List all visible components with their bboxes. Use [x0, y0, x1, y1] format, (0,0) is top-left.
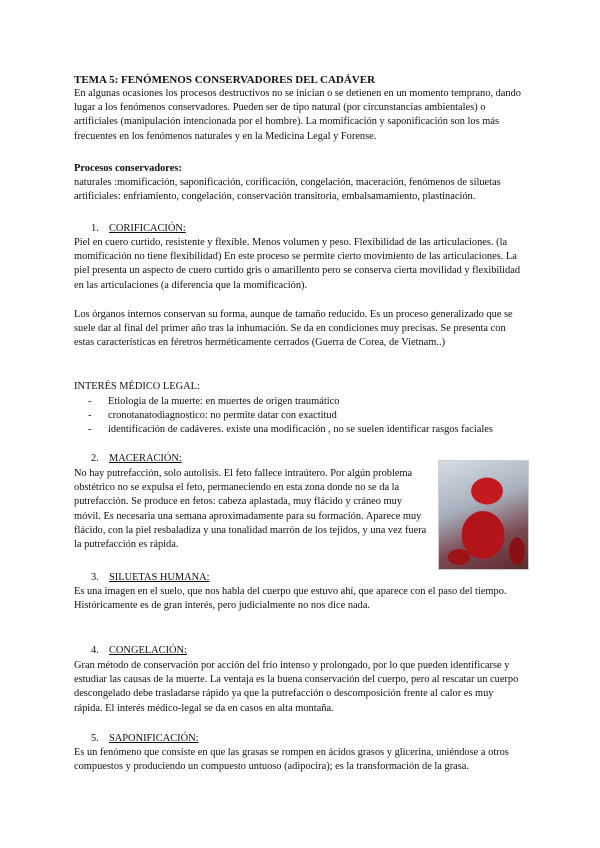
section-label: SAPONIFICACIÓN: [109, 733, 199, 744]
section-heading-congelacion [91, 644, 391, 658]
section-label: MACERACIÓN: [109, 453, 182, 464]
section-number: 2. [91, 453, 99, 464]
page-title: TEMA 5: FENÓMENOS CONSERVADORES DEL CADÁVER [74, 74, 376, 86]
section-paragraph: Es un fenómeno que consiste en que las grasas se rompen en ácidos grasos y glicerina, uniéndose a otros compuestos y produciendo un compuesto untuoso (adipocira); es la transformación de la grasa. [74, 747, 509, 773]
section-number: 1. [91, 223, 99, 234]
section-heading-maceracion [91, 452, 391, 466]
section-paragraph: Es una imagen en el suelo, que nos habla del cuerpo que estuvo ahí, que aparece con el paso del tiempo. Históricamente es de gran interés, pero judicialmente no nos dice nada. [74, 586, 507, 612]
section-number: 3. [91, 572, 99, 583]
section-heading-saponificacion [91, 732, 391, 746]
section-number: 4. [91, 645, 99, 656]
section-paragraph: Gran método de conservación por acción del frío intenso y prolongado, por lo que pueden identificarse y estudiar las causas de la muerte. La ventaja es la buena conservación del cuerpo, pero al rescatar un cuerpo descongelado debe trasladarse rápido ya que la putrefacción o descomposición frente al calor es muy rápida. El interés médico-legal se da en casos en alta montaña. [74, 660, 519, 714]
section-label: CORIFICACIÓN: [109, 223, 186, 234]
section-number: 5. [91, 733, 99, 744]
section-heading-siluetas [91, 571, 391, 585]
macerated-fetus-photo [438, 460, 529, 570]
interes-list [88, 395, 528, 438]
section-label: CONGELACIÓN: [109, 645, 187, 656]
section-paragraph: Los órganos internos conservan su forma, aunque de tamaño reducido. Es un proceso generalizado que se suele dar al final del primer año tras la inhumación. Se da en condiciones muy precisas. Se presenta con estas características en féretros herméticamente cerrados (Guerra de Corea, de Vietnam..) [74, 309, 513, 349]
list-item: - cronotanatodiagnostico: no permite datar con exactitud [88, 409, 528, 423]
section-paragraph: Piel en cuero curtido, resistente y flexible. Menos volumen y peso. Flexibilidad de las articulaciones. (la momificación no tiene flexibilidad) En este proceso se permite cierto movimiento de las articulaciones. La piel presenta un aspecto de cuero curtido gris o amarillento pero se conserva cierta movilidad y flexibilidad en las articulaciones (a diferencia que la momificación). [74, 237, 521, 291]
intro-paragraph: En algunas ocasiones los procesos destructivos no se inician o se detienen en un momento temprano, dando lugar a los fenómenos conservadores. Pueden ser de tipo natural (por circunstancias ambientales) o artificiales (manipulación intencionada por el hombre). La momificación y saponificación son los más frecuentes en los fenómenos naturales y en la Medicina Legal y Forense. [74, 88, 521, 142]
procesos-heading: Procesos conservadores: [74, 163, 182, 174]
section-label: SILUETAS HUMANA: [109, 572, 210, 583]
list-item: - Etiología de la muerte: en muertes de origen traumático [88, 395, 528, 409]
list-item: - identificación de cadáveres. existe una modificación , no se suelen identificar rasgos faciales [88, 423, 528, 437]
section-paragraph: No hay putrefacción, solo autolisis. El feto fallece intraútero. Por algún problema obstétrico no se expulsa el feto, permaneciendo en esta zona donde no se da la putrefacción. Se produce en fetos: cabeza aplastada, muy flácido y cráneo muy móvil. Es necesaria una semana aproximadamente para su formación. Aparece muy flácido, con la piel resbaladiza y una tonalidad marrón de los tejidos, y una vez fuera la putrefacción es rápida. [74, 468, 427, 551]
section-heading-corificacion [91, 222, 391, 236]
procesos-text: naturales :momificación, saponificación, corificación, congelación, maceración, fenómenos de siluetas artificiales: enfriamiento, congelación, conservación transitoria, embalsamamiento, plastinación. [74, 177, 501, 203]
interes-heading: INTERÉS MÉDICO LEGAL: [74, 381, 200, 392]
